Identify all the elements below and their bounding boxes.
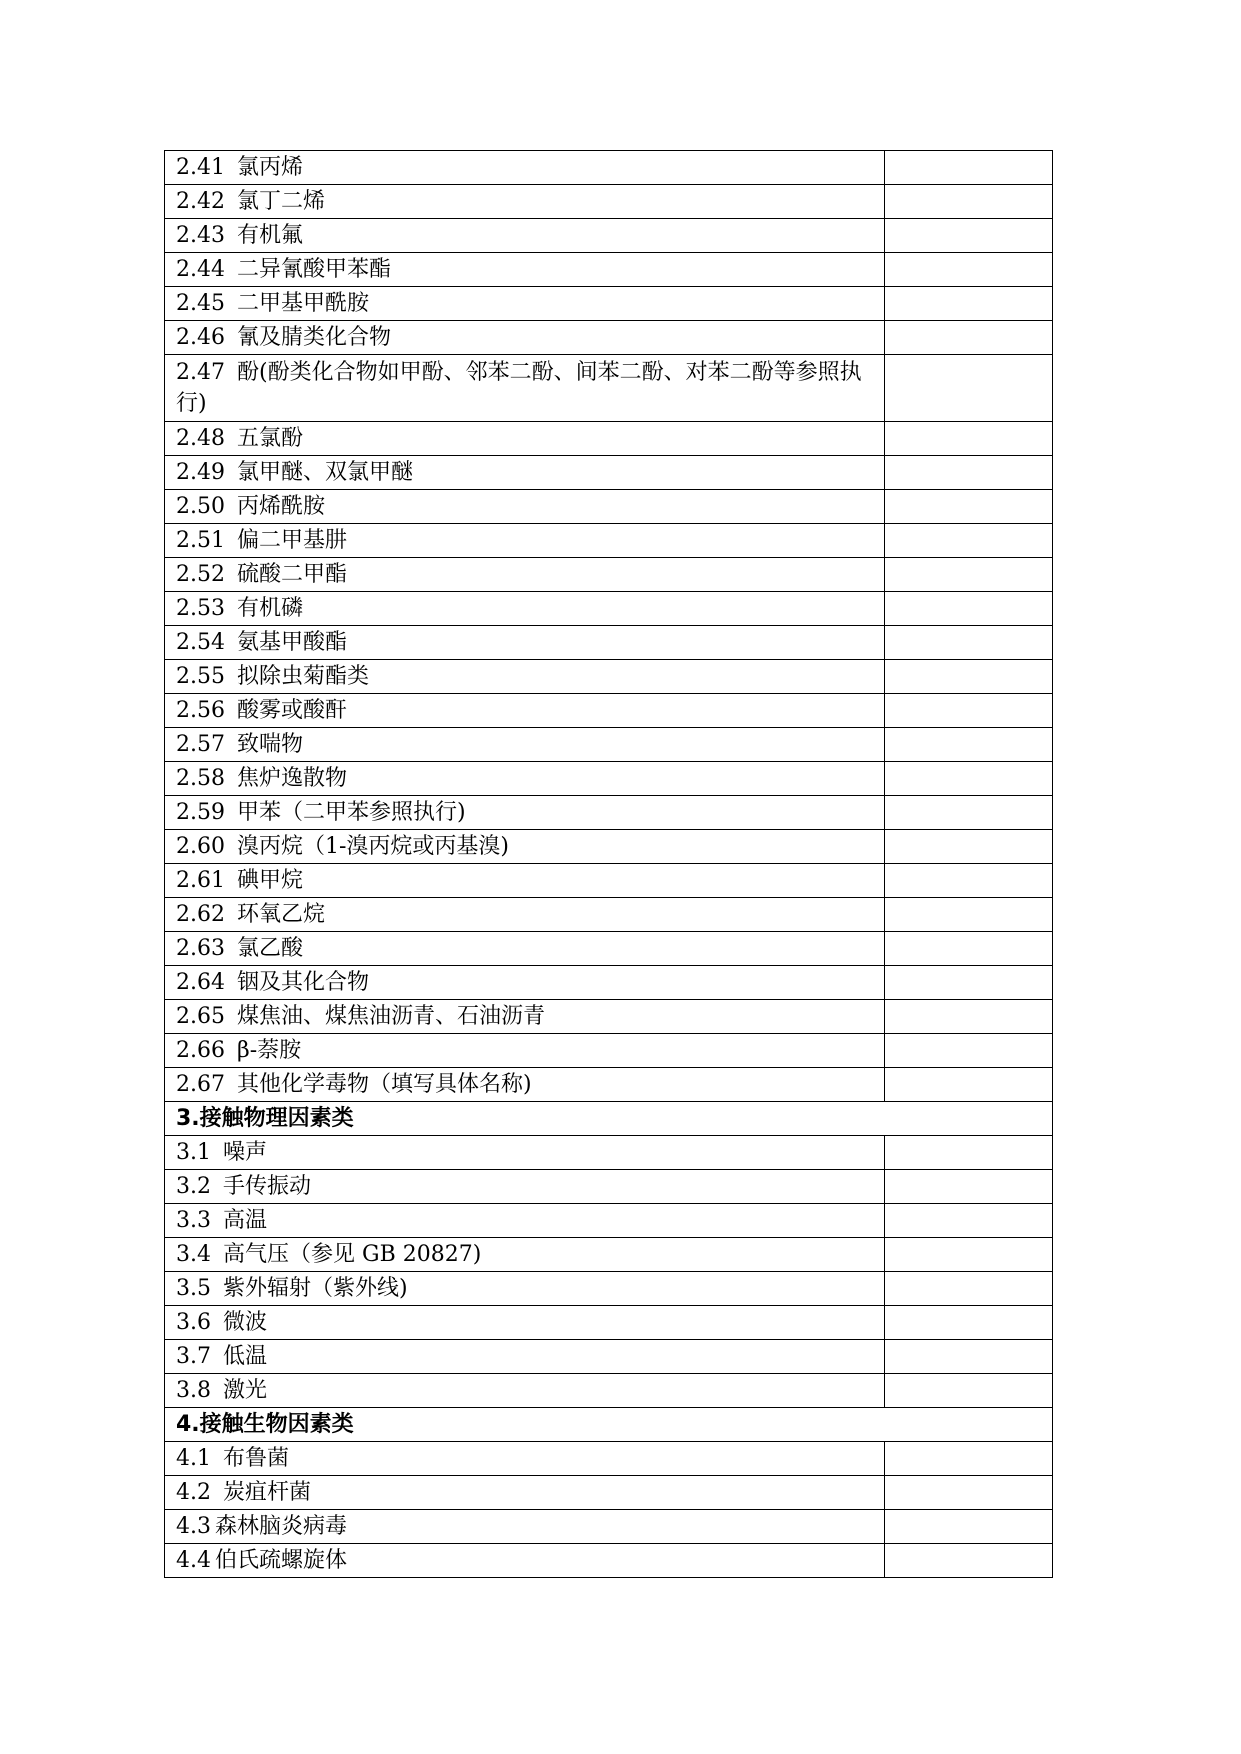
item-number: 2.45 bbox=[176, 291, 225, 316]
item-name: 致喘物 bbox=[236, 732, 303, 757]
table-row bbox=[165, 1340, 1053, 1374]
blank-entry-cell[interactable] bbox=[885, 1442, 1053, 1476]
blank-entry-cell[interactable] bbox=[885, 456, 1053, 490]
item-number: 3.2 bbox=[176, 1174, 211, 1199]
blank-entry-cell[interactable] bbox=[885, 287, 1053, 321]
blank-entry-cell[interactable] bbox=[885, 1374, 1053, 1408]
table-row bbox=[165, 660, 1053, 694]
blank-entry-cell[interactable] bbox=[885, 1340, 1053, 1374]
item-number: 3.3 bbox=[176, 1208, 211, 1233]
item-name: 高气压（参见 GB 20827) bbox=[223, 1242, 482, 1267]
table-row bbox=[165, 490, 1053, 524]
hazard-item-cell bbox=[165, 1136, 885, 1170]
blank-entry-cell[interactable] bbox=[885, 355, 1053, 422]
item-number: 2.60 bbox=[176, 834, 225, 859]
item-name: 丙烯酰胺 bbox=[236, 494, 325, 519]
item-name: 手传振动 bbox=[223, 1174, 312, 1199]
item-number: 2.49 bbox=[176, 460, 225, 485]
table-row bbox=[165, 355, 1053, 422]
blank-entry-cell[interactable] bbox=[885, 660, 1053, 694]
item-number: 2.52 bbox=[176, 562, 225, 587]
item-name: 微波 bbox=[223, 1310, 268, 1335]
blank-entry-cell[interactable] bbox=[885, 762, 1053, 796]
hazard-item-cell bbox=[165, 1306, 885, 1340]
blank-entry-cell[interactable] bbox=[885, 1068, 1053, 1102]
item-name: 氰及腈类化合物 bbox=[236, 325, 391, 350]
hazard-item-cell bbox=[165, 456, 885, 490]
hazard-item-cell bbox=[165, 1510, 885, 1544]
hazard-item-cell bbox=[165, 1442, 885, 1476]
table-row bbox=[165, 1272, 1053, 1306]
blank-entry-cell[interactable] bbox=[885, 253, 1053, 287]
item-name: 激光 bbox=[223, 1378, 268, 1403]
blank-entry-cell[interactable] bbox=[885, 321, 1053, 355]
hazard-item-cell bbox=[165, 151, 885, 185]
table-row bbox=[165, 1170, 1053, 1204]
item-name: 布鲁菌 bbox=[223, 1446, 290, 1471]
item-number: 2.56 bbox=[176, 698, 225, 723]
item-number: 2.57 bbox=[176, 732, 225, 757]
table-row bbox=[165, 1374, 1053, 1408]
blank-entry-cell[interactable] bbox=[885, 1170, 1053, 1204]
item-number: 2.50 bbox=[176, 494, 225, 519]
blank-entry-cell[interactable] bbox=[885, 1272, 1053, 1306]
table-row bbox=[165, 1476, 1053, 1510]
item-number: 2.41 bbox=[176, 155, 225, 180]
section-header-row bbox=[165, 1408, 1053, 1442]
item-name: 二甲基甲酰胺 bbox=[236, 291, 369, 316]
blank-entry-cell[interactable] bbox=[885, 592, 1053, 626]
item-name: 氯丙烯 bbox=[236, 155, 303, 180]
hazard-item-cell bbox=[165, 185, 885, 219]
item-number: 2.51 bbox=[176, 528, 225, 553]
hazard-item-cell bbox=[165, 490, 885, 524]
table-row bbox=[165, 558, 1053, 592]
item-name: 炭疽杆菌 bbox=[223, 1480, 312, 1505]
hazard-item-cell bbox=[165, 1170, 885, 1204]
hazard-item-cell bbox=[165, 253, 885, 287]
hazard-item-cell bbox=[165, 558, 885, 592]
blank-entry-cell[interactable] bbox=[885, 422, 1053, 456]
table-row bbox=[165, 966, 1053, 1000]
table-row bbox=[165, 1204, 1053, 1238]
item-name: 五氯酚 bbox=[236, 426, 303, 451]
hazard-item-cell bbox=[165, 524, 885, 558]
item-number: 2.67 bbox=[176, 1072, 225, 1097]
blank-entry-cell[interactable] bbox=[885, 966, 1053, 1000]
section-header-row bbox=[165, 1102, 1053, 1136]
table-row bbox=[165, 219, 1053, 253]
item-name: 森林脑炎病毒 bbox=[215, 1514, 348, 1539]
item-number: 2.43 bbox=[176, 223, 225, 248]
table-row bbox=[165, 287, 1053, 321]
item-number: 2.59 bbox=[176, 800, 225, 825]
hazard-item-cell bbox=[165, 728, 885, 762]
item-number: 2.62 bbox=[176, 902, 225, 927]
hazard-item-cell bbox=[165, 1476, 885, 1510]
table-row bbox=[165, 694, 1053, 728]
hazard-item-cell bbox=[165, 1000, 885, 1034]
blank-entry-cell[interactable] bbox=[885, 1000, 1053, 1034]
item-name: 溴丙烷（1-溴丙烷或丙基溴) bbox=[236, 834, 509, 859]
table-row bbox=[165, 1510, 1053, 1544]
hazard-item-cell bbox=[165, 1204, 885, 1238]
item-name: 酚(酚类化合物如甲酚、邻苯二酚、间苯二酚、对苯二酚等参照执行) bbox=[176, 360, 862, 416]
table-row bbox=[165, 1238, 1053, 1272]
table-row bbox=[165, 626, 1053, 660]
item-number: 4.4 bbox=[176, 1548, 211, 1573]
hazard-item-cell bbox=[165, 966, 885, 1000]
table-row bbox=[165, 762, 1053, 796]
hazard-factor-table bbox=[164, 150, 1053, 1578]
item-number: 2.47 bbox=[176, 360, 225, 385]
item-name: 环氧乙烷 bbox=[236, 902, 325, 927]
item-name: 有机磷 bbox=[236, 596, 303, 621]
table-row bbox=[165, 864, 1053, 898]
table-row bbox=[165, 1306, 1053, 1340]
hazard-item-cell bbox=[165, 864, 885, 898]
item-number: 2.66 bbox=[176, 1038, 225, 1063]
blank-entry-cell[interactable] bbox=[885, 185, 1053, 219]
table-row bbox=[165, 1034, 1053, 1068]
item-name: β-萘胺 bbox=[236, 1038, 302, 1063]
hazard-item-cell bbox=[165, 422, 885, 456]
hazard-item-cell bbox=[165, 1272, 885, 1306]
item-number: 2.46 bbox=[176, 325, 225, 350]
table-row bbox=[165, 1544, 1053, 1578]
hazard-item-cell bbox=[165, 626, 885, 660]
blank-entry-cell[interactable] bbox=[885, 728, 1053, 762]
blank-entry-cell[interactable] bbox=[885, 219, 1053, 253]
item-name: 伯氏疏螺旋体 bbox=[215, 1548, 348, 1573]
item-name: 其他化学毒物（填写具体名称) bbox=[236, 1072, 532, 1097]
blank-entry-cell[interactable] bbox=[885, 626, 1053, 660]
item-name: 硫酸二甲酯 bbox=[236, 562, 347, 587]
item-name: 碘甲烷 bbox=[236, 868, 303, 893]
blank-entry-cell[interactable] bbox=[885, 1136, 1053, 1170]
section-title: 3.接触物理因素类 bbox=[165, 1102, 1053, 1136]
item-name: 甲苯（二甲苯参照执行) bbox=[236, 800, 466, 825]
section-title: 4.接触生物因素类 bbox=[165, 1408, 1053, 1442]
item-number: 3.8 bbox=[176, 1378, 211, 1403]
table-row bbox=[165, 728, 1053, 762]
hazard-item-cell bbox=[165, 1374, 885, 1408]
hazard-item-cell bbox=[165, 355, 885, 422]
table-row bbox=[165, 1000, 1053, 1034]
table-row bbox=[165, 898, 1053, 932]
hazard-item-cell bbox=[165, 898, 885, 932]
item-number: 2.65 bbox=[176, 1004, 225, 1029]
blank-entry-cell[interactable] bbox=[885, 1510, 1053, 1544]
item-number: 2.64 bbox=[176, 970, 225, 995]
hazard-item-cell bbox=[165, 1034, 885, 1068]
blank-entry-cell[interactable] bbox=[885, 1306, 1053, 1340]
hazard-item-cell bbox=[165, 219, 885, 253]
blank-entry-cell[interactable] bbox=[885, 490, 1053, 524]
item-number: 2.58 bbox=[176, 766, 225, 791]
blank-entry-cell[interactable] bbox=[885, 932, 1053, 966]
item-name: 氨基甲酸酯 bbox=[236, 630, 347, 655]
item-number: 2.54 bbox=[176, 630, 225, 655]
hazard-item-cell bbox=[165, 830, 885, 864]
blank-entry-cell[interactable] bbox=[885, 558, 1053, 592]
table-row bbox=[165, 932, 1053, 966]
hazard-item-cell bbox=[165, 660, 885, 694]
blank-entry-cell[interactable] bbox=[885, 524, 1053, 558]
item-name: 紫外辐射（紫外线) bbox=[223, 1276, 408, 1301]
blank-entry-cell[interactable] bbox=[885, 830, 1053, 864]
item-number: 2.55 bbox=[176, 664, 225, 689]
item-number: 2.63 bbox=[176, 936, 225, 961]
item-number: 2.53 bbox=[176, 596, 225, 621]
hazard-item-cell bbox=[165, 932, 885, 966]
item-name: 煤焦油、煤焦油沥青、石油沥青 bbox=[236, 1004, 545, 1029]
item-number: 2.42 bbox=[176, 189, 225, 214]
table-row bbox=[165, 1136, 1053, 1170]
item-name: 拟除虫菊酯类 bbox=[236, 664, 369, 689]
item-number: 3.5 bbox=[176, 1276, 211, 1301]
item-name: 有机氟 bbox=[236, 223, 303, 248]
hazard-item-cell bbox=[165, 694, 885, 728]
hazard-item-cell bbox=[165, 1068, 885, 1102]
table-row bbox=[165, 524, 1053, 558]
item-number: 4.1 bbox=[176, 1446, 211, 1471]
item-number: 4.3 bbox=[176, 1514, 211, 1539]
item-number: 2.44 bbox=[176, 257, 225, 282]
item-name: 低温 bbox=[223, 1344, 268, 1369]
table-body bbox=[165, 151, 1053, 1578]
table-row bbox=[165, 321, 1053, 355]
item-name: 二异氰酸甲苯酯 bbox=[236, 257, 391, 282]
item-name: 铟及其化合物 bbox=[236, 970, 369, 995]
hazard-item-cell bbox=[165, 1238, 885, 1272]
hazard-item-cell bbox=[165, 321, 885, 355]
table-row bbox=[165, 253, 1053, 287]
item-number: 2.48 bbox=[176, 426, 225, 451]
item-name: 酸雾或酸酐 bbox=[236, 698, 347, 723]
hazard-item-cell bbox=[165, 762, 885, 796]
hazard-item-cell bbox=[165, 592, 885, 626]
hazard-item-cell bbox=[165, 796, 885, 830]
item-number: 3.6 bbox=[176, 1310, 211, 1335]
blank-entry-cell[interactable] bbox=[885, 694, 1053, 728]
item-name: 氯乙酸 bbox=[236, 936, 303, 961]
table-row bbox=[165, 592, 1053, 626]
item-number: 3.4 bbox=[176, 1242, 211, 1267]
table-row bbox=[165, 1442, 1053, 1476]
item-number: 3.7 bbox=[176, 1344, 211, 1369]
blank-entry-cell[interactable] bbox=[885, 796, 1053, 830]
hazard-item-cell bbox=[165, 287, 885, 321]
hazard-item-cell bbox=[165, 1544, 885, 1578]
item-name: 噪声 bbox=[223, 1140, 268, 1165]
item-name: 高温 bbox=[223, 1208, 268, 1233]
table-row bbox=[165, 796, 1053, 830]
table-row bbox=[165, 1068, 1053, 1102]
table-row bbox=[165, 185, 1053, 219]
blank-entry-cell[interactable] bbox=[885, 1238, 1053, 1272]
item-number: 4.2 bbox=[176, 1480, 211, 1505]
blank-entry-cell[interactable] bbox=[885, 1476, 1053, 1510]
table-row bbox=[165, 151, 1053, 185]
blank-entry-cell[interactable] bbox=[885, 151, 1053, 185]
blank-entry-cell[interactable] bbox=[885, 1204, 1053, 1238]
table-row bbox=[165, 830, 1053, 864]
blank-entry-cell[interactable] bbox=[885, 1034, 1053, 1068]
item-number: 3.1 bbox=[176, 1140, 211, 1165]
table-row bbox=[165, 422, 1053, 456]
blank-entry-cell[interactable] bbox=[885, 864, 1053, 898]
item-name: 氯丁二烯 bbox=[236, 189, 325, 214]
item-name: 氯甲醚、双氯甲醚 bbox=[236, 460, 413, 485]
blank-entry-cell[interactable] bbox=[885, 898, 1053, 932]
blank-entry-cell[interactable] bbox=[885, 1544, 1053, 1578]
item-name: 焦炉逸散物 bbox=[236, 766, 347, 791]
table-row bbox=[165, 456, 1053, 490]
item-number: 2.61 bbox=[176, 868, 225, 893]
item-name: 偏二甲基肼 bbox=[236, 528, 347, 553]
hazard-item-cell bbox=[165, 1340, 885, 1374]
